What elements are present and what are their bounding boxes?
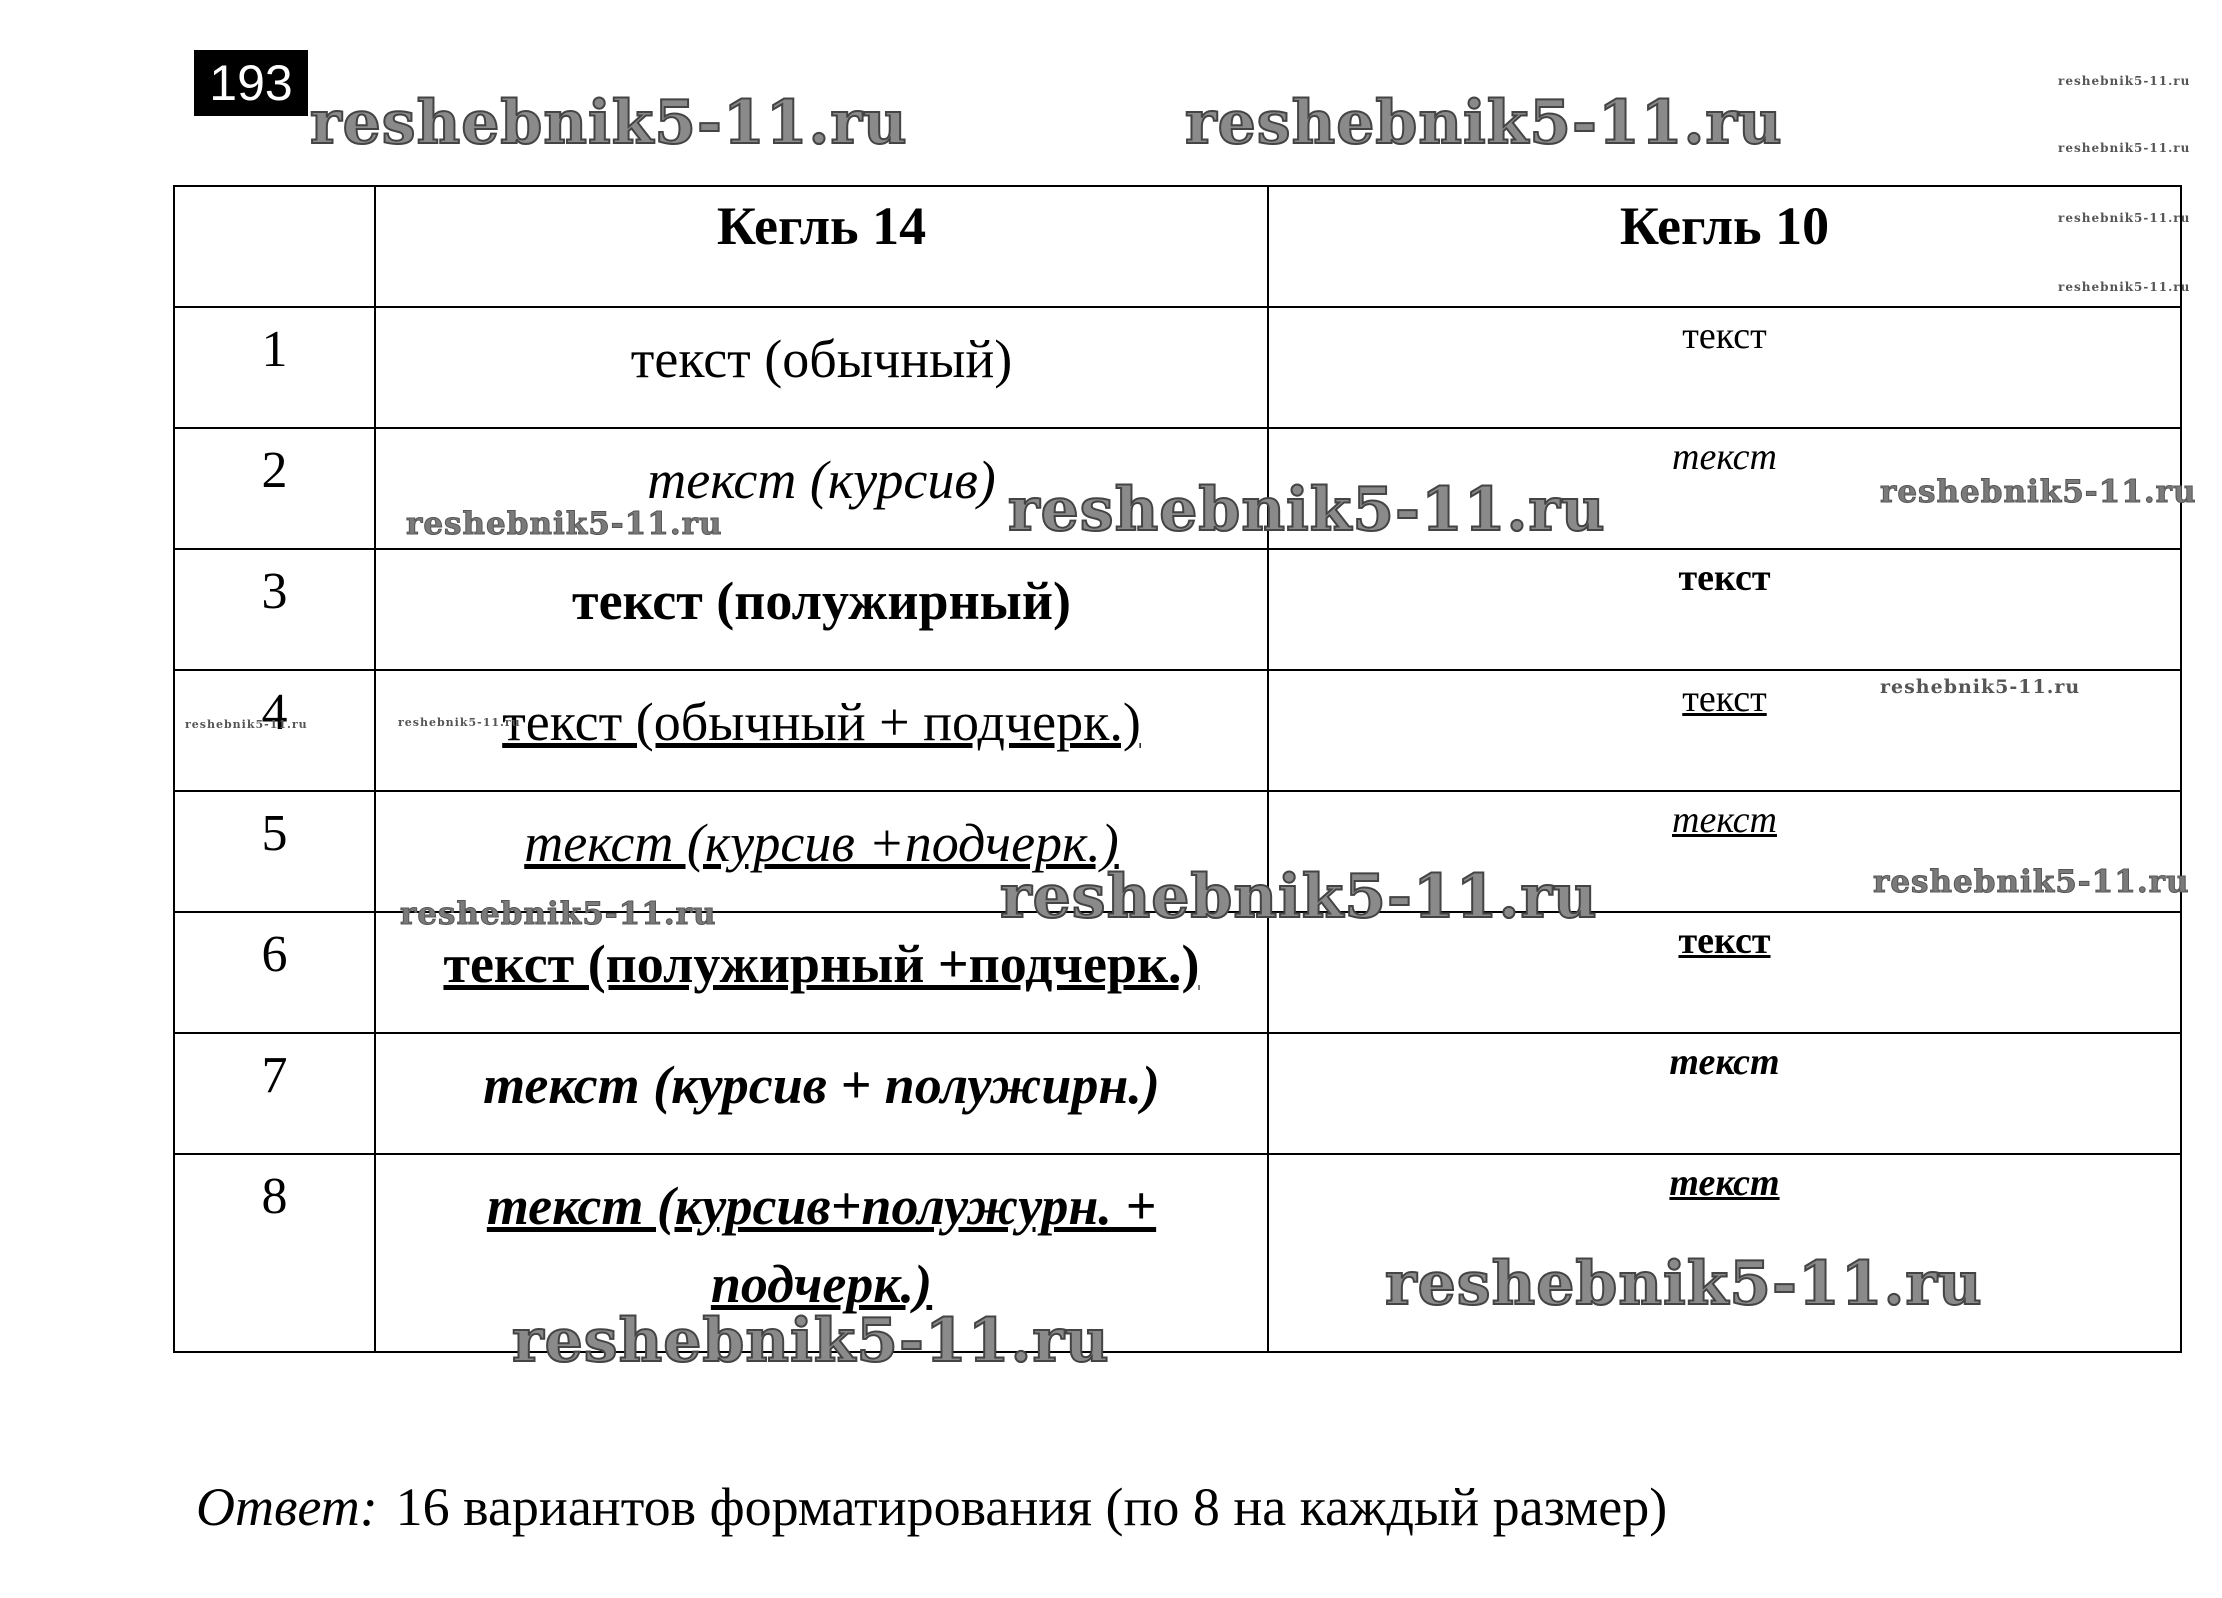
table-row <box>174 307 2181 428</box>
answer-label: Ответ: <box>196 1477 378 1537</box>
sample-size-10: текст <box>1678 920 1771 962</box>
watermark: reshebnik5-11.ru <box>2058 74 2191 88</box>
sample-size-14: текст (курсив+полужурн. + подчерк.) <box>486 1176 1157 1314</box>
watermark: reshebnik5-11.ru <box>1385 1249 1983 1319</box>
watermark: reshebnik5-11.ru <box>1880 474 2197 510</box>
watermark: reshebnik5-11.ru <box>185 718 308 731</box>
watermark: reshebnik5-11.ru <box>512 1306 1110 1376</box>
sample-size-14: текст (полужирный +подчерк.) <box>443 934 1200 994</box>
sample-size-10: текст <box>1682 678 1767 720</box>
sample-size-14: текст (обычный + подчерк.) <box>502 692 1141 752</box>
task-number: 193 <box>194 50 308 116</box>
header-size-14: Кегль 14 <box>375 186 1268 307</box>
sample-size-10: текст <box>1672 436 1777 478</box>
watermark: reshebnik5-11.ru <box>406 506 723 542</box>
watermark: reshebnik5-11.ru <box>2058 141 2191 155</box>
watermark: reshebnik5-11.ru <box>1008 475 1606 545</box>
watermark: reshebnik5-11.ru <box>2058 280 2191 294</box>
row-number: 6 <box>174 912 375 1033</box>
watermark: reshebnik5-11.ru <box>398 716 521 729</box>
watermark: reshebnik5-11.ru <box>1000 862 1598 932</box>
row-number: 8 <box>174 1154 375 1352</box>
formatting-table <box>173 185 2182 1353</box>
sample-size-10: текст <box>1669 1162 1780 1204</box>
row-number: 3 <box>174 549 375 670</box>
watermark: reshebnik5-11.ru <box>1185 88 1783 158</box>
row-number: 1 <box>174 307 375 428</box>
answer-text: 16 вариантов форматирования (по 8 на каждый размер) <box>395 1477 1668 1537</box>
table-row <box>174 1033 2181 1154</box>
sample-size-10: текст <box>1672 799 1777 841</box>
watermark: reshebnik5-11.ru <box>2058 211 2191 225</box>
watermark: reshebnik5-11.ru <box>1880 676 2081 698</box>
row-number: 4 <box>174 670 375 791</box>
header-size-10: Кегль 10 <box>1268 186 2181 307</box>
watermark: reshebnik5-11.ru <box>1873 864 2190 900</box>
sample-size-10: текст <box>1678 557 1771 599</box>
watermark: reshebnik5-11.ru <box>310 88 908 158</box>
row-number: 2 <box>174 428 375 549</box>
sample-size-14: текст (курсив) <box>647 450 996 510</box>
row-number: 5 <box>174 791 375 912</box>
sample-size-10: текст <box>1669 1041 1780 1083</box>
sample-size-14: текст (курсив +подчерк.) <box>524 813 1119 873</box>
sample-size-10: текст <box>1682 315 1767 357</box>
table-header-row <box>174 186 2181 307</box>
answer <box>196 1476 1667 1538</box>
sample-size-14: текст (полужирный) <box>572 571 1071 631</box>
sample-size-14: текст (курсив + полужирн.) <box>483 1055 1160 1115</box>
watermark: reshebnik5-11.ru <box>400 896 717 932</box>
row-number: 7 <box>174 1033 375 1154</box>
table-row <box>174 549 2181 670</box>
sample-size-14: текст (обычный) <box>630 329 1013 389</box>
header-empty <box>174 186 375 307</box>
